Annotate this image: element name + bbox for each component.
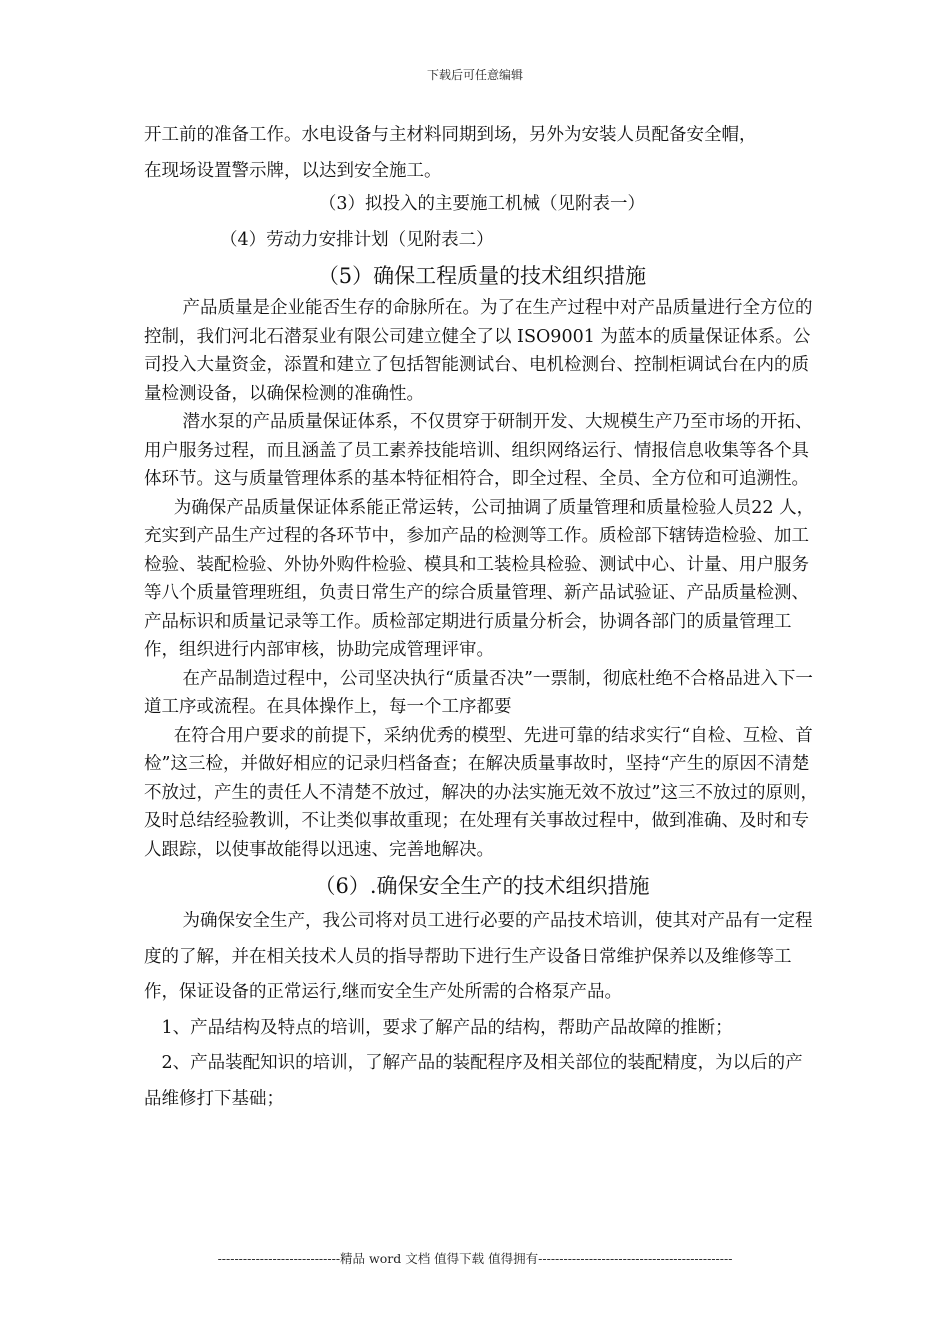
quality-paragraph-4: 在产品制造过程中，公司坚决执行“质量否决”一票制，彻底杜绝不合格品进入下一道工序或流程。在具体操作上，每一个工序都要: [144, 668, 813, 717]
prep-paragraph-line2: 在现场设置警示牌，以达到安全施工。: [144, 160, 442, 181]
section-heading-5: （5）确保工程质量的技术组织措施: [317, 264, 647, 288]
item-3-machinery: （3）拟投入的主要施工机械（见附表一）: [318, 194, 646, 214]
safety-paragraph-1: 为确保安全生产，我公司将对员工进行必要的产品技术培训，使其对产品有一定程度的了解，并在相关技术人员的指导帮助下进行生产设备日常维护保养以及维修等工作，保证设备的正常运行,继而安全生产处所需的合格泵产品。: [144, 911, 813, 1002]
quality-paragraph-2: 潜水泵的产品质量保证体系，不仅贯穿于研制开发、大规模生产乃至市场的开拓、用户服务过程，而且涵盖了员工素养技能培训、组织网络运行、情报信息收集等各个具体环节。这与质量管理体系的基本特征相符合，即全过程、全员、全方位和可追溯性。: [144, 412, 813, 489]
safety-item-1: 1、产品结构及特点的培训，要求了解产品的结构，帮助产品故障的推断；: [161, 1017, 733, 1038]
item-4-labor: （4）劳动力安排计划（见附表二）: [220, 229, 494, 250]
quality-paragraph-1: 产品质量是企业能否生存的命脉所在。为了在生产过程中对产品质量进行全方位的控制，我们河北石潜泵业有限公司建立健全了以 ISO9001 为蓝本的质量保证体系。公司投入大量资金，添置和建立了包括智能测试台、电机检测台、控制柜调试台在内的质量检测设备，以确保检测的准确性。: [144, 298, 813, 404]
quality-paragraph-5: 在符合用户要求的前提下，采纳优秀的模型、先进可靠的结求实行“自检、互检、首检”这三检，并做好相应的记录归档备查；在解决质量事故时，坚持“产生的原因不清楚不放过，产生的责任人不清楚不放过，解决的办法实施无效不放过”这三不放过的原则，及时总结经验教训，不让类似事故重现；在处理有关事故过程中，做到准确、及时和专人跟踪，以使事故能得以迅速、完善地解决。: [144, 725, 818, 860]
page-header-note: 下载后可任意编辑: [426, 68, 523, 82]
page-footer-note: -----------------------------精品 word 文档 值得下载 值得拥有----------------------------------------------: [217, 1251, 733, 1266]
safety-item-2: 2、产品装配知识的培训，了解产品的装配程序及相关部位的装配精度，为以后的产品维修打下基础；: [144, 1053, 803, 1109]
prep-paragraph-line1: 开工前的准备工作。水电设备与主材料同期到场，另外为安装人员配备安全帽，: [144, 125, 757, 145]
document-body: [144, 118, 820, 1117]
quality-paragraph-3: 为确保产品质量保证体系能正常运转，公司抽调了质量管理和质量检验人员22 人，充实到产品生产过程的各环节中，参加产品的检测等工作。质检部下辖铸造检验、加工检验、装配检验、外协外购件检验、模具和工装检具检验、测试中心、计量、用户服务等八个质量管理班组，负责日常生产的综合质量管理、新产品试验证、产品质量检测、产品标识和质量记录等工作。质检部定期进行质量分析会，协调各部门的质量管理工作，组织进行内部审核，协助完成管理评审。: [144, 497, 815, 660]
section-heading-6: （6）.确保安全生产的技术组织措施: [314, 874, 650, 898]
